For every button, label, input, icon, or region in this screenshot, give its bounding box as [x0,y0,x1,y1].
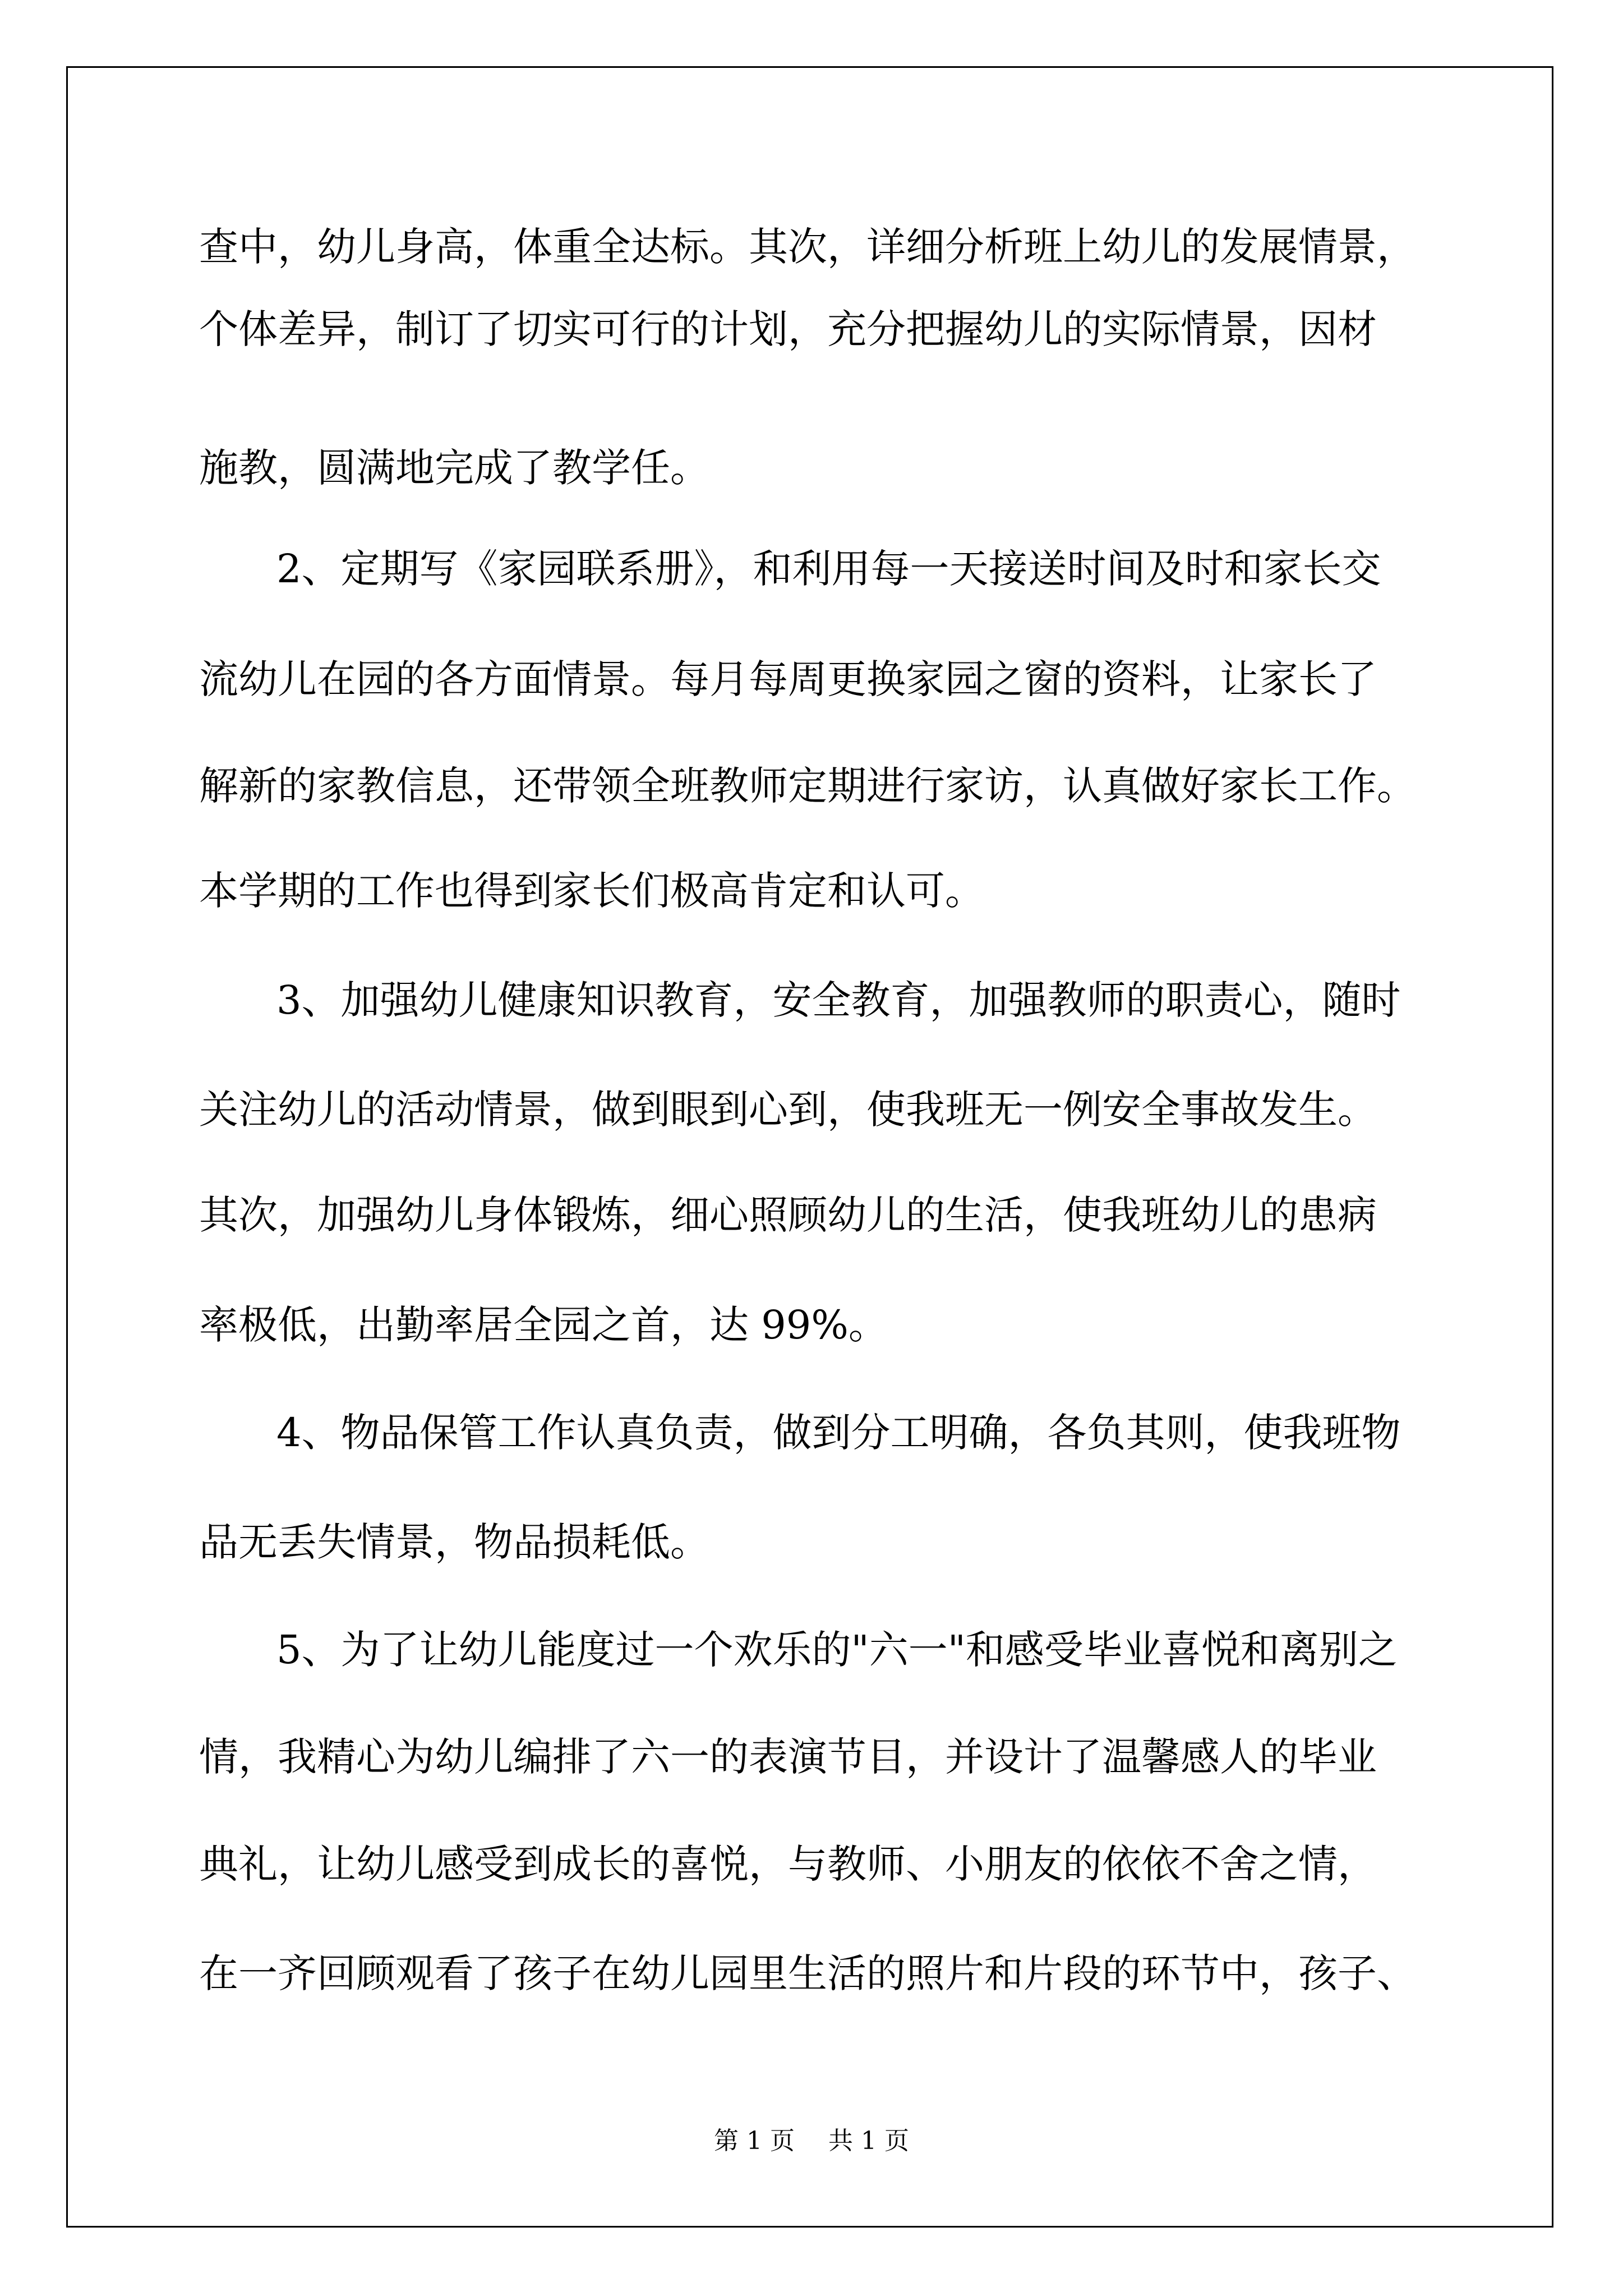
text-line: 查中，幼儿身高，体重全达标。其次，详细分析班上幼儿的发展情景， [199,224,1416,270]
page-total: 共 1 页 [828,2127,909,2155]
text-line: 品无丢失情景，物品损耗低。 [199,1519,709,1565]
text-line: 解新的家教信息，还带领全班教师定期进行家访，认真做好家长工作。 [199,763,1416,809]
text-line: 情，我精心为幼儿编排了六一的表演节目，并设计了温馨感人的毕业 [199,1734,1377,1780]
text-line: 个体差异，制订了切实可行的计划，充分把握幼儿的实际情景，因材 [199,306,1377,352]
text-line: 流幼儿在园的各方面情景。每月每周更换家园之窗的资料，让家长了 [199,656,1377,702]
text-line: 在一齐回顾观看了孩子在幼儿园里生活的照片和片段的环节中，孩子、 [199,1950,1416,1996]
text-line: 5、为了让幼儿能度过一个欢乐的"六一"和感受毕业喜悦和离别之 [276,1627,1398,1673]
text-line: 4、物品保管工作认真负责，做到分工明确，各负其则，使我班物 [276,1410,1401,1456]
text-line: 关注幼儿的活动情景，做到眼到心到，使我班无一例安全事故发生。 [199,1087,1377,1133]
text-line: 施教，圆满地完成了教学任。 [199,445,709,491]
text-line: 2、定期写《家园联系册》，和利用每一天接送时间及时和家长交 [276,546,1381,592]
text-line: 其次，加强幼儿身体锻炼，细心照顾幼儿的生活，使我班幼儿的患病 [199,1192,1377,1238]
text-line: 率极低，出勤率居全园之首，达 99%。 [199,1302,888,1348]
text-line: 典礼，让幼儿感受到成长的喜悦，与教师、小朋友的依依不舍之情， [199,1841,1377,1887]
text-line: 3、加强幼儿健康知识教育，安全教育，加强教师的职责心，随时 [276,977,1401,1023]
text-line: 本学期的工作也得到家长们极高肯定和认可。 [199,868,984,914]
page-number: 第 1 页 [714,2127,795,2155]
page-border [66,66,1553,2228]
page-footer [0,2129,1623,2154]
